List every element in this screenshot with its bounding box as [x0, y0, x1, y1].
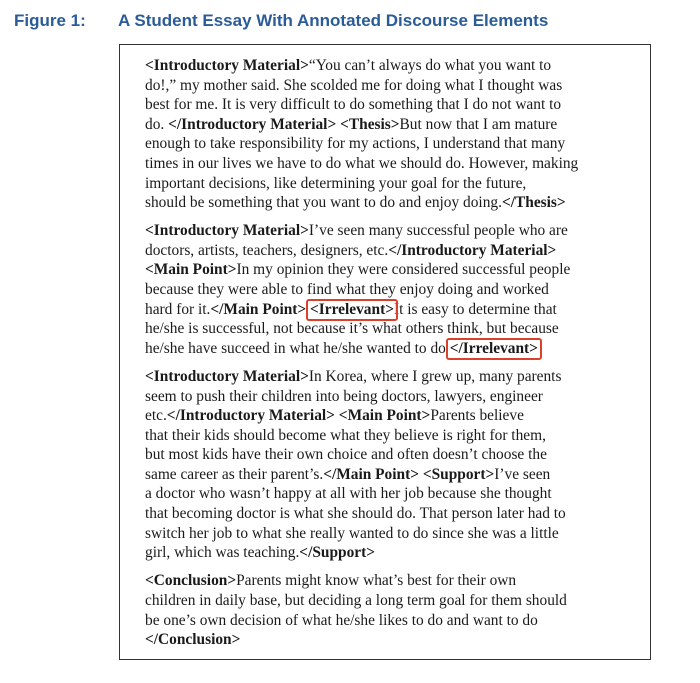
essay-line — [145, 367, 645, 387]
essay-text: because they were able to find what they enjoy doing and worked — [145, 281, 549, 299]
essay-body — [145, 56, 645, 658]
discourse-tag: <Main Point> — [338, 407, 431, 425]
essay-paragraph — [145, 56, 645, 213]
discourse-tag: <Introductory Material> — [145, 367, 309, 385]
essay-text: doctors, artists, teachers, designers, etc. — [145, 241, 389, 259]
discourse-tag: </Introductory Material> — [166, 407, 335, 425]
figure-label: Figure 1: — [14, 11, 86, 30]
essay-line — [145, 174, 645, 194]
essay-text: do!,” my mother said. She scolded me for doing what I thought was — [145, 76, 563, 94]
essay-line — [145, 339, 645, 359]
discourse-tag: </Support> — [299, 544, 376, 562]
figure-title: A Student Essay With Annotated Discourse Elements — [118, 11, 549, 30]
essay-line — [145, 319, 645, 339]
essay-text: hard for it. — [145, 300, 211, 318]
essay-line — [145, 571, 645, 591]
essay-text: “You can’t always do what you want to — [308, 57, 552, 74]
essay-line — [145, 260, 645, 280]
discourse-tag: <Introductory Material> — [145, 222, 309, 240]
discourse-tag: <Introductory Material> — [145, 57, 309, 74]
highlight-box — [446, 338, 542, 360]
essay-text: but most kids have their own choice and often doesn’t choose the — [145, 446, 547, 464]
essay-line — [145, 611, 645, 631]
essay-line — [145, 504, 645, 524]
essay-text: I’ve seen many successful people who are — [308, 222, 568, 240]
essay-text: In my opinion they were considered successful people — [236, 261, 571, 279]
discourse-tag: </Conclusion> — [145, 631, 241, 649]
highlight-box — [306, 299, 398, 321]
essay-line — [145, 241, 645, 261]
highlighted-discourse-tag: </Irrelevant> — [449, 339, 538, 357]
essay-text: same career as their parent’s. — [145, 465, 324, 483]
essay-line — [145, 543, 645, 563]
essay-text: times in our lives we have to do what we should do. However, making — [145, 154, 579, 172]
essay-line — [145, 221, 645, 241]
figure-caption — [14, 11, 694, 37]
essay-text: enough to take responsibility for my actions, I understand that many — [145, 135, 566, 153]
discourse-tag: </Main Point> — [323, 465, 419, 483]
highlighted-discourse-tag: <Irrelevant> — [310, 300, 394, 318]
essay-text: that becoming doctor is what she should do. That person later had to — [145, 505, 566, 523]
essay-text: should be something that you want to do and enjoy doing. — [145, 194, 502, 212]
essay-text: he/she is successful, not because it’s what others think, but because — [145, 320, 559, 338]
discourse-tag: <Conclusion> — [145, 572, 237, 590]
essay-line — [145, 426, 645, 446]
essay-text: Parents might know what’s best for their own — [236, 572, 517, 590]
essay-line — [145, 95, 645, 115]
essay-text: I’ve seen — [494, 465, 551, 483]
essay-text: Parents believe — [430, 407, 524, 425]
essay-text: girl, which was teaching. — [145, 544, 300, 562]
essay-line — [145, 280, 645, 300]
essay-text: that their kids should become what they believe is right for them, — [145, 426, 546, 444]
essay-line — [145, 406, 645, 426]
essay-text: It is easy to determine that — [393, 300, 557, 318]
essay-line — [145, 56, 645, 76]
essay-line — [145, 134, 645, 154]
essay-text: But now that I am mature — [399, 115, 558, 133]
discourse-tag: <Support> — [422, 465, 495, 483]
essay-paragraph — [145, 571, 645, 649]
essay-line — [145, 484, 645, 504]
essay-paragraph — [145, 367, 645, 563]
discourse-tag: <Thesis> — [340, 115, 400, 133]
essay-line — [145, 193, 645, 213]
essay-text: seem to push their children into being doctors, lawyers, engineer — [145, 387, 543, 405]
essay-paragraph — [145, 221, 645, 358]
essay-line — [145, 465, 645, 485]
discourse-tag: </Introductory Material> — [388, 241, 557, 259]
essay-line — [145, 630, 645, 650]
essay-line — [145, 154, 645, 174]
essay-line — [145, 76, 645, 96]
essay-text: children in daily base, but deciding a long term goal for them should — [145, 591, 567, 609]
essay-line — [145, 387, 645, 407]
essay-text: switch her job to what she really wanted to do since she was a little — [145, 524, 559, 542]
essay-text: important decisions, like determining your goal for the future, — [145, 174, 527, 192]
essay-line — [145, 591, 645, 611]
essay-line — [145, 524, 645, 544]
essay-text: be one’s own decision of what he/she likes to do and want to do — [145, 611, 538, 629]
essay-text: a doctor who wasn’t happy at all with her job because she thought — [145, 485, 552, 503]
essay-text: he/she have succeed in what he/she wanted to do — [145, 339, 450, 357]
essay-line — [145, 445, 645, 465]
essay-text: best for me. It is very difficult to do something that I do not want to — [145, 96, 562, 114]
discourse-tag: <Main Point> — [145, 261, 237, 279]
essay-line — [145, 115, 645, 135]
discourse-tag: </Introductory Material> — [168, 115, 337, 133]
essay-text: In Korea, where I grew up, many parents — [308, 367, 562, 385]
discourse-tag: </Main Point> — [210, 300, 307, 318]
discourse-tag: </Thesis> — [501, 194, 566, 212]
essay-text: etc. — [145, 407, 167, 425]
essay-text: do. — [145, 115, 169, 133]
